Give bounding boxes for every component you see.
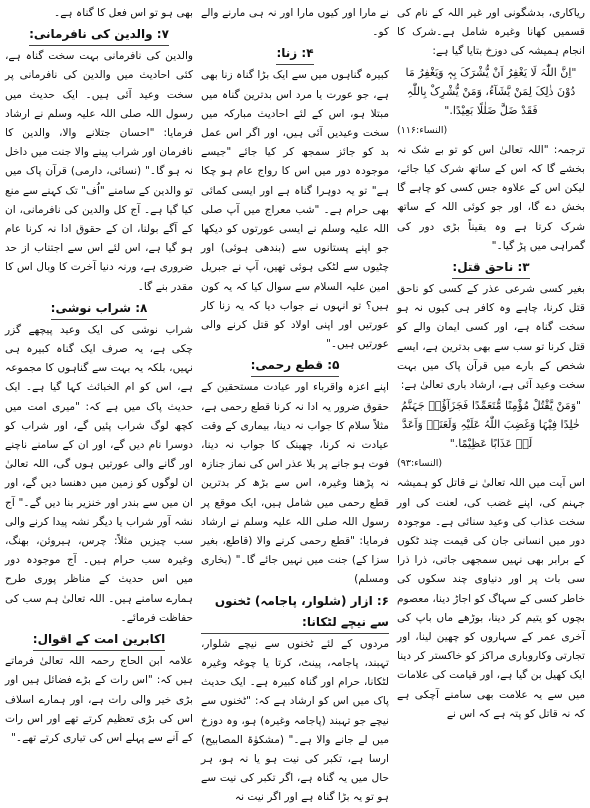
section-heading-disobeying-parents: ۷: والدین کی نافرمانی: bbox=[29, 24, 169, 46]
verse-reference: (النساء:۹۳) bbox=[397, 458, 443, 470]
paragraph: نے مارا اور کیوں مارا اور نہ ہی مارنے والے کو۔ bbox=[201, 7, 389, 39]
paragraph: شراب نوشی کی ایک وعید پیچھے گزر چکی ہے، یہ صرف ایک گناہ کبیرہ ہی نہیں، بلکہ یہ بہت سے گناہوں کا مجموعہ ہے، اس کو ام الخبائث کہا گیا ہے۔ ایک حدیث پاک میں ہے کہ: "میری امت میں کچھ لوگ شراب پئیں گے، اور شراب کو دوسرا نام دیں گے، اور ان کے سامنے ناچنے اور گانے والی عورتیں ہوں گی، اللہ تعالیٰ ان لوگوں کو زمین میں دھنسا دیں گے، اور ان میں سے بندر اور خنزیر بنا دیں گے۔" آج نشہ آور شراب یا دیگر نشہ پیدا کرنے والی سب چیزیں مثلاً: چرس، ہیروئن، بھنگ، وغیرہ سب حرام ہیں۔ آج موجودہ دور میں اس حدیث کے مناظر پوری طرح ہمارے سامنے ہیں۔ اللہ تعالیٰ ہم سب کی حفاظت فرمائے۔ bbox=[5, 323, 193, 624]
paragraph: اپنے اعزہ واقرباء اور عیادت مستحقین کے حقوق ضرور یہ ادا نہ کرنا قطع رحمی ہے، مثلاً سلام کا جواب نہ دینا، بیماری کے وقت عیادت نہ کرنا، چھینک کا جواب نہ دینا، فوت ہو جانے پر بلا عذر اس کی نماز جنازہ نہ پڑھنا وغیرہ، اس سے بڑھ کر بدترین قطع رحمی میں شامل ہیں، ایک موقع پر رسول اللہ صلی اللہ علیہ وسلم نے ارشاد فرمایا: "قطع رحمی کرنے والا (قاطع، بغیر سزا کے) جنت میں نہیں جائے گا۔" (بخاری ومسلم) bbox=[201, 381, 389, 586]
text-columns bbox=[4, 4, 585, 804]
section-heading-sayings-of-elders: اکابرین امت کے اقوال: bbox=[33, 629, 165, 651]
paragraph: بھی ہو تو اس فعل کا گناہ ہے۔ bbox=[54, 7, 193, 19]
paragraph: مردوں کے لئے ٹخنوں سے نیچے شلوار، تہبند، پاجامہ، پینٹ، کرتا یا چوغہ وغیرہ لٹکانا، حرام اور گناہ کبیرہ ہے۔ ایک حدیث پاک میں اس کو ارشاد ہے کہ: "ٹخنوں سے نیچے جو تہبند (پاجامہ وغیرہ) ہو، وہ دوزخ میں لے جانے والا ہے۔" (مشکوٰۃ المصابیح) ارسا ہے، تکبر کی نیت ہو یا نہ ہو، ہر حال میں یہ گناہ ہے، اگر تکبر کی نیت سے ہو تو یہ بڑا گناہ ہے اور اگر نیت نہ bbox=[201, 637, 389, 804]
paragraph: اس آیت میں اللہ تعالیٰ نے قاتل کو ہمیشہ جہنم کی، اپنے غضب کی، لعنت کی اور سخت عذاب کی وعید سنائی ہے۔ موجودہ دور میں انسانی جان کی قیمت چند ٹکوں کے برابر بھی نہیں سمجھی جاتی، ذرا ذرا سی بات پر اور دنیاوی چند سکوں کی خاطر کسی کے سہاگ کو اجاڑ دینا، معصوم بچوں کو یتیم کر دینا، بوڑھے ماں باپ کی آخری عمر کے سہاروں کو چھین لینا، اور تجارتی وکاروباری مراکز کو خاکستر کر دینا ایک کھیل بن گیا ہے، اور قیامت کی علامات میں سے یہ علامت بھی سامنے آچکی ہے کہ نہ قاتل کو پتہ ہے کہ اس نے bbox=[397, 477, 585, 720]
paragraph: بغیر کسی شرعی عذر کے کسی کو ناحق قتل کرنا، چاہے وہ کافر ہی کیوں نہ ہو سخت گناہ ہے، اور کسی ایمان والے کو قتل کرنا تو سب سے بھی بدترین ہے، ایسے شخص کے بارے میں قرآن پاک میں بہت سخت وعید آئی ہے، ارشاد باری تعالیٰ ہے: bbox=[397, 283, 585, 392]
right-column bbox=[397, 4, 585, 796]
section-heading-drinking-alcohol: ۸: شراب نوشی: bbox=[51, 298, 148, 320]
section-heading-adultery: ۴: زنا: bbox=[276, 43, 313, 65]
paragraph: ریاکاری، بدشگونی اور غیر اللہ کے نام کی قسمیں کھانا وغیرہ شامل ہے۔شرک کا انجام ہمیشہ کی دوزخ بتایا گیا ہے: bbox=[397, 7, 585, 58]
section-heading-trousers-below-ankles: ۶: ازار (شلوار، پاجامہ) ٹخنوں سے نیچے لٹکانا: bbox=[201, 591, 389, 634]
middle-column bbox=[201, 4, 389, 804]
section-heading-unjust-killing: ۳: ناحق قتل: bbox=[452, 257, 529, 279]
paragraph: کبیرہ گناہوں میں سے ایک بڑا گناہ زنا بھی ہے، جو عورت یا مرد اس بدترین گناہ میں مبتلا ہو، اس کے لئے احادیث مبارکہ میں سخت وعیدیں آئی ہیں، اور اگر اس عمل بد کو جائز سمجھ کر کیا جائے "جیسے موجودہ دور میں اس کا رواج عام ہو چکا ہے" تو یہ دوہرا گناہ ہے اور ایسی کمائی بھی حرام ہے۔ "شب معراج میں آپ صلی اللہ علیہ وسلم نے ایسی عورتوں کو دیکھا جو اپنے پستانوں سے (بندھی ہوئی) اور چٹیوں سے لٹکی ہوئی تھیں، آپ نے جبریل امین علیہ السلام سے سوال کیا کہ یہ کون ہیں؟ تو انہوں نے جواب دیا کہ یہ زنا کار عورتیں اور اپنی اولاد کو قتل کرنے والی عورتیں ہیں۔" bbox=[201, 69, 389, 351]
paragraph: والدین کی نافرمانی بہت سخت گناہ ہے، کئی احادیث میں والدین کی نافرمانی پر سخت وعید آئی ہیں۔ ایک حدیث میں رسول اللہ صلی اللہ علیہ وسلم نے ارشاد فرمایا: "احسان جتلانے والا، والدین کا نافرمان اور شراب پینے والا جنت میں داخل نہ ہو گا۔" (نسائی، دارمی) قرآن پاک میں تو والدین کے سامنے "اُف" تک کہنے سے منع کیا گیا ہے۔ آج کل والدین کی نافرمانی، ان کے آگے بولنا، ان کے حقوق ادا نہ کرنا عام ہو گیا ہے، اس لئے اس سے اجتناب از حد ضروری ہے، ورنہ دنیا آخرت کا وبال اس کا مقدر بنے گا۔ bbox=[4, 50, 193, 293]
quran-verse: "وَمَنْ یَّقْتُلْ مُؤْمِنًا مُّتَعَمِّدًا فَجَزَآؤُہٗ جَہَنَّمُ خٰلِدًا فِیْہَا وَغَضِبَ اللّٰہُ عَلَیْہِ وَلَعَنَہٗ وَاَعَدَّ لَہٗ عَذَابًا عَظِیْمًا." bbox=[400, 399, 582, 451]
left-column bbox=[5, 4, 193, 796]
section-heading-severing-ties: ۵: قطع رحمی: bbox=[251, 355, 340, 377]
verse-reference: (النساء:۱۱۶) bbox=[397, 124, 448, 136]
quran-verse: "اِنَّ اللّٰہَ لَا یَغْفِرُ اَنْ یُّشْرَکَ بِہٖ وَیَغْفِرُ مَا دُوْنَ ذٰلِکَ لِمَنْ یَّشَآءُ، وَمَنْ یُّشْرِکْ بِاللّٰہِ فَقَدْ ضَلَّ ضَلٰلًا بَعِیْدًا." bbox=[405, 65, 577, 117]
translation-paragraph: ترجمہ: "اللہ تعالیٰ اس کو تو بے شک نہ بخشے گا کہ اس کے ساتھ شرک کیا جائے، لیکن اس کے علاوہ جس کسی کو چاہے گا بخش دے گا، اور جو کوئی اللہ کے ساتھ شرک کرتا ہے وہ یقیناً بڑی دور کی گمراہی میں پڑ گیا۔" bbox=[397, 143, 585, 252]
paragraph: علامہ ابن الحاج رحمہ اللہ تعالیٰ فرماتے ہیں کہ: "اس رات کے بڑے فضائل ہیں اور بڑی خیر والی رات ہے، اور ہمارے اسلاف اس کی بڑی تعظیم کرتے تھے اور اس رات کے آنے سے پہلے اس کی تیاری کرتے تھے۔" bbox=[5, 655, 193, 744]
